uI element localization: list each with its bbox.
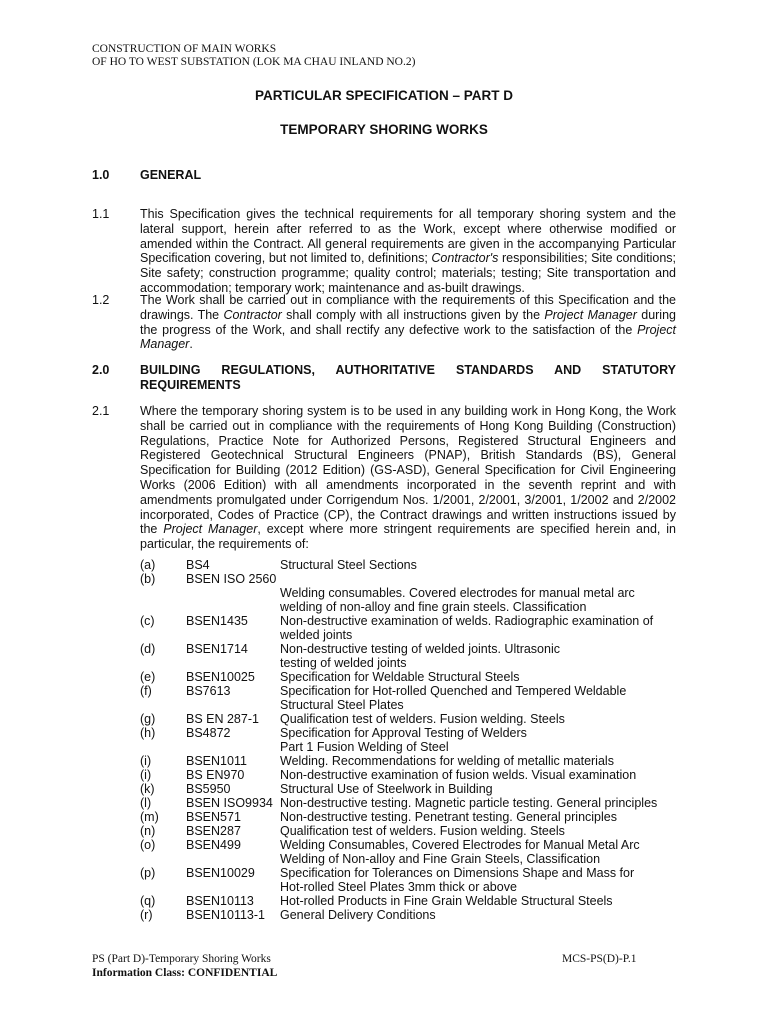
section-title: GENERAL (140, 168, 202, 182)
standard-row (0, 768, 768, 782)
standard-code: BS5950 (186, 782, 231, 796)
standard-code: BSEN ISO9934 (186, 796, 273, 810)
text-run: during the progress of the Work, and shall rectify any defective work to the satisfaction of the (140, 307, 676, 337)
standard-description: Specification for Weldable Structural Steels (280, 670, 520, 684)
standard-code: BS7613 (186, 684, 231, 698)
standard-item-letter: (h) (140, 726, 156, 740)
text-run: shall comply with all instructions given by the (281, 307, 545, 322)
standard-row (0, 894, 768, 908)
text-emphasis: Project Manager (140, 322, 676, 352)
clause-number: 2.1 (92, 404, 110, 418)
standard-row (0, 642, 768, 656)
standard-row (0, 852, 768, 866)
standard-code: BSEN1714 (186, 642, 248, 656)
standard-description: Welding of Non-alloy and Fine Grain Steels, Classification (280, 852, 601, 866)
standard-description: Qualification test of welders. Fusion welding. Steels (280, 712, 565, 726)
standard-row (0, 782, 768, 796)
section-number: 1.0 (92, 168, 110, 182)
standard-code: BSEN10025 (186, 670, 255, 684)
standard-description: Part 1 Fusion Welding of Steel (280, 740, 449, 754)
standard-description: Structural Steel Plates (280, 698, 404, 712)
standard-description: Specification for Hot-rolled Quenched and Tempered Weldable (280, 684, 627, 698)
standard-description: Non-destructive testing. Magnetic particle testing. General principles (280, 796, 658, 810)
standard-description: testing of welded joints (280, 656, 407, 670)
clause-number: 1.2 (92, 293, 110, 307)
text-run: responsibilities; Site conditions; Site safety; construction programme; quality control; materials; testing; Site transportation and accommodation; temporary work; maintenance and as-built drawings. (140, 251, 676, 295)
running-header (92, 43, 415, 69)
standard-row (0, 838, 768, 852)
standard-description: Non-destructive testing. Penetrant testing. General principles (280, 810, 617, 824)
clause-text (140, 207, 676, 296)
standard-item-letter: (f) (140, 684, 152, 698)
standard-row (0, 796, 768, 810)
standards-list (0, 558, 768, 922)
standard-row (0, 656, 768, 670)
standard-item-letter: (c) (140, 614, 155, 628)
standard-description: Welding Consumables, Covered Electrodes for Manual Metal Arc (280, 838, 640, 852)
document-title: PARTICULAR SPECIFICATION – PART D (254, 88, 513, 103)
text-run: . (189, 337, 193, 352)
section-number: 2.0 (92, 363, 110, 377)
standard-description: Qualification test of welders. Fusion welding. Steels (280, 824, 565, 838)
standard-code: BS EN 287-1 (186, 712, 259, 726)
standard-item-letter: (b) (140, 572, 156, 586)
standard-code: BSEN10113 (186, 894, 254, 908)
standard-item-letter: (k) (140, 782, 155, 796)
standard-row (0, 824, 768, 838)
standard-description: Non-destructive examination of welds. Radiographic examination of (280, 614, 654, 628)
standard-item-letter: (i) (140, 768, 152, 782)
standard-item-letter: (l) (140, 796, 152, 810)
standard-description: Specification for Tolerances on Dimensions Shape and Mass for (280, 866, 635, 880)
standard-item-letter: (i) (140, 754, 152, 768)
standard-code: BSEN499 (186, 838, 241, 852)
standard-row (0, 684, 768, 698)
standard-row (0, 698, 768, 712)
standard-description: welding of non-alloy and fine grain steels. Classification (280, 600, 587, 614)
standard-item-letter: (r) (140, 908, 153, 922)
standard-row (0, 670, 768, 684)
standard-description: Welding consumables. Covered electrodes for manual metal arc (280, 586, 635, 600)
standard-code: BSEN1435 (186, 614, 248, 628)
standard-item-letter: (o) (140, 838, 156, 852)
footer-document-name: PS (Part D)-Temporary Shoring Works (92, 953, 271, 965)
document-subtitle: TEMPORARY SHORING WORKS (280, 122, 488, 137)
text-emphasis: Contractor's (431, 251, 499, 266)
standard-code: BS4872 (186, 726, 231, 740)
section-title: BUILDING REGULATIONS, AUTHORITATIVE STANDARDS AND STATUTORY REQUIREMENTS (140, 363, 676, 392)
standard-item-letter: (m) (140, 810, 159, 824)
standard-description: Structural Steel Sections (280, 558, 417, 572)
footer-label: Information Class: (92, 967, 188, 979)
standard-row (0, 572, 768, 586)
standard-item-letter: (d) (140, 642, 156, 656)
standard-row (0, 558, 768, 572)
text-emphasis: Project Manager (163, 522, 258, 537)
standard-item-letter: (p) (140, 866, 156, 880)
standard-row (0, 754, 768, 768)
clause-text (140, 404, 676, 552)
text-emphasis: Contractor (223, 307, 282, 322)
text-run: This Specification gives the technical requirements for all temporary shoring system and the lateral support, herein after referred to as the Work, except where otherwise modified or amended within the Contract. All general requirements are given in the accompanying Particular Specification covering, but not limited to, definitions; (140, 207, 676, 266)
standard-item-letter: (e) (140, 670, 156, 684)
header-line-2: OF HO TO WEST SUBSTATION (LOK MA CHAU INLAND NO.2) (92, 56, 416, 68)
standard-description: Structural Use of Steelwork in Building (280, 782, 493, 796)
footer-page-reference: MCS-PS(D)-P.1 (562, 953, 637, 965)
standard-code: BS EN970 (186, 768, 245, 782)
standard-code: BSEN287 (186, 824, 241, 838)
text-emphasis: Project Manager (544, 307, 637, 322)
standard-description: Non-destructive testing of welded joints. Ultrasonic (280, 642, 560, 656)
standard-row (0, 628, 768, 642)
standard-description: Welding. Recommendations for welding of metallic materials (280, 754, 614, 768)
standard-description: Specification for Approval Testing of Welders (280, 726, 527, 740)
standard-item-letter: (n) (140, 824, 156, 838)
text-run: The Work shall be carried out in compliance with the requirements of this Specification and the drawings. The (140, 293, 676, 322)
text-run: Where the temporary shoring system is to be used in any building work in Hong Kong, the Work shall be carried out in compliance with the requirements of Hong Kong Building (Construction) Regulations, Practice Note for Authorized Persons, Registered Structural Engineers and Registered Geotechnical Structural Engineers (PNAP), British Standards (BS), General Specification for Building (2012 Edition) (GS-ASD), General Specification for Civil Engineering Works (2006 Edition) with all amendments incorporated in the seventh reprint and with amendments promulgated under Corrigendum Nos. 1/2001, 2/2001, 3/2001, 1/2002 and 2/2002 incorporated, Codes of Practice (CP), the Contract drawings and written instructions issued by the (140, 404, 676, 537)
standard-code: BSEN ISO 2560 (186, 572, 277, 586)
standard-code: BS4 (186, 558, 210, 572)
header-line-1: CONSTRUCTION OF MAIN WORKS (92, 43, 277, 55)
text-run: , except where more stringent requirements are specified herein and, in particular, the requirements of: (140, 522, 676, 552)
running-footer-left (92, 952, 277, 980)
clause-text (140, 293, 676, 352)
footer-value: CONFIDENTIAL (187, 967, 278, 979)
standard-description: Non-destructive examination of fusion welds. Visual examination (280, 768, 637, 782)
standard-item-letter: (a) (140, 558, 156, 572)
standard-row (0, 908, 768, 922)
standard-code: BSEN1011 (186, 754, 247, 768)
standard-row (0, 810, 768, 824)
clause-number: 1.1 (92, 207, 110, 221)
standard-row (0, 866, 768, 880)
standard-code: BSEN10029 (186, 866, 255, 880)
standard-row (0, 880, 768, 894)
footer-information-class (92, 966, 277, 980)
standard-description: General Delivery Conditions (280, 908, 436, 922)
standard-description: welded joints (280, 628, 353, 642)
standard-row (0, 726, 768, 740)
standard-description: Hot-rolled Steel Plates 3mm thick or above (280, 880, 517, 894)
standard-item-letter: (q) (140, 894, 156, 908)
standard-row (0, 740, 768, 754)
standard-row (0, 586, 768, 600)
standard-code: BSEN571 (186, 810, 241, 824)
standard-description: Hot-rolled Products in Fine Grain Weldable Structural Steels (280, 894, 613, 908)
standard-code: BSEN10113-1 (186, 908, 265, 922)
standard-row (0, 614, 768, 628)
standard-item-letter: (g) (140, 712, 156, 726)
standard-row (0, 712, 768, 726)
standard-row (0, 600, 768, 614)
